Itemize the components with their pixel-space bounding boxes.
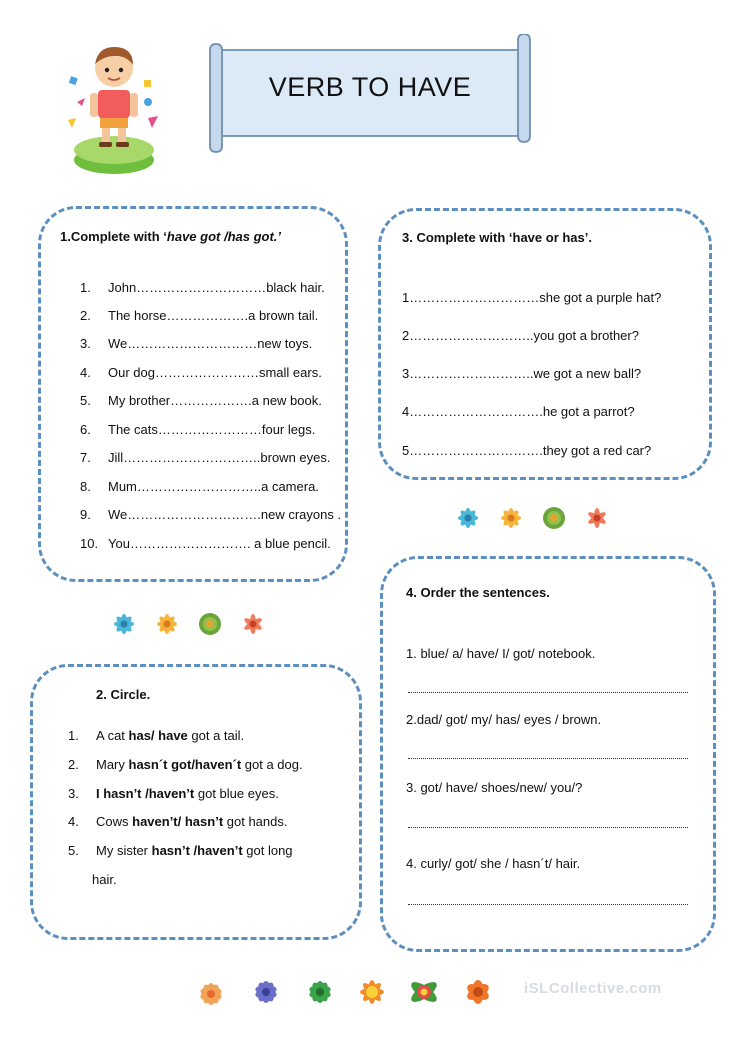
item-text: My sister: [96, 843, 152, 858]
section-2-title: 2. Circle.: [96, 687, 151, 702]
section-1-title-italic: have got /has got.’: [166, 229, 282, 244]
section-4-title: 4. Order the sentences.: [406, 585, 550, 600]
list-item: 1…………………………she got a purple hat?: [402, 290, 662, 305]
list-item: 3. got/ have/ shoes/new/ you/?: [406, 780, 583, 795]
list-item: [68, 814, 287, 829]
list-item: [68, 757, 303, 772]
item-text: John…………………………black hair.: [108, 280, 325, 295]
item-text: Mary: [96, 757, 129, 772]
item-text: got hands.: [223, 814, 288, 829]
section-3-title: 3. Complete with ‘have or has’.: [402, 230, 592, 245]
section-3-box: [378, 208, 712, 480]
choice-text: hasn´t got/haven´t: [128, 757, 242, 772]
item-text: Our dog……………………small ears.: [108, 365, 322, 380]
item-number: 1.: [68, 728, 79, 743]
section-1-title: [60, 229, 281, 244]
choice-text: hasn’t /haven’t: [151, 843, 243, 858]
boy-illustration: [60, 38, 168, 180]
list-item: [80, 450, 330, 465]
list-item: [80, 507, 341, 522]
section-4-box: [380, 556, 716, 952]
item-text: got a tail.: [187, 728, 245, 743]
list-item: 2.dad/ got/ my/ has/ eyes / brown.: [406, 712, 602, 727]
list-item: [68, 786, 279, 801]
choice-text: has/ have: [128, 728, 188, 743]
item-text: Cows: [96, 814, 133, 829]
item-number: 2.: [68, 757, 79, 772]
flower-row-bottom: [192, 972, 502, 1012]
list-item: [80, 336, 312, 351]
list-item: [80, 365, 322, 380]
answer-line: [408, 758, 688, 759]
list-item: 5………………………….they got a red car?: [402, 443, 652, 458]
item-text: You………………………. a blue pencil.: [108, 536, 331, 551]
item-number: 6.: [80, 422, 91, 437]
watermark: iSLCollective.com: [524, 980, 662, 997]
item-number: 5.: [80, 393, 91, 408]
item-text: Jill…………………………..brown eyes.: [108, 450, 331, 465]
answer-line: [408, 827, 688, 828]
item-number: 5.: [68, 843, 79, 858]
section-1-title-prefix: 1.Complete with ‘: [60, 229, 167, 244]
item-number: 8.: [80, 479, 91, 494]
list-item: 2………………………..you got a brother?: [402, 328, 639, 343]
list-item: 4………………………….he got a parrot?: [402, 404, 635, 419]
list-item: 3………………………..we got a new ball?: [402, 366, 642, 381]
section-2-box: [30, 664, 362, 940]
item-number: 2.: [80, 308, 91, 323]
choice-text: I hasn’t /haven’t: [96, 786, 195, 801]
item-text: A cat: [96, 728, 129, 743]
item-text: Mum………………………..a camera.: [108, 479, 319, 494]
item-text: got blue eyes.: [194, 786, 279, 801]
answer-line: [408, 692, 688, 693]
item-number: 10.: [80, 536, 99, 551]
item-number: 3.: [80, 336, 91, 351]
item-text: We…………………………new toys.: [108, 336, 313, 351]
list-item: [80, 536, 331, 551]
item-text: The cats……………………four legs.: [108, 422, 316, 437]
list-item: [80, 393, 322, 408]
list-item: [80, 308, 318, 323]
item-number: 1.: [80, 280, 91, 295]
item-number: 3.: [68, 786, 79, 801]
item-text: My brother……………….a new book.: [108, 393, 322, 408]
list-item: [68, 728, 244, 743]
item-text: got a dog.: [241, 757, 303, 772]
answer-line: [408, 904, 688, 905]
item-text: got long: [242, 843, 293, 858]
page-title: VERB TO HAVE: [268, 72, 472, 102]
list-item: 1. blue/ a/ have/ I/ got/ notebook.: [406, 646, 596, 661]
list-item: [80, 422, 315, 437]
item-text: We………………………….new crayons .: [108, 507, 342, 522]
choice-text: haven’t/ hasn’t: [132, 814, 224, 829]
list-item: [68, 843, 293, 858]
list-item: 4. curly/ got/ she / hasn´t/ hair.: [406, 856, 581, 871]
item-text: The horse……………….a brown tail.: [108, 308, 319, 323]
item-number: 4.: [80, 365, 91, 380]
list-item: [80, 280, 325, 295]
flower-row-left: [108, 608, 270, 640]
list-item: [80, 479, 319, 494]
flower-row-right: [452, 502, 614, 534]
item-number: 9.: [80, 507, 91, 522]
item-number: 7.: [80, 450, 91, 465]
list-item-continuation: hair.: [92, 872, 117, 887]
item-number: 4.: [68, 814, 79, 829]
